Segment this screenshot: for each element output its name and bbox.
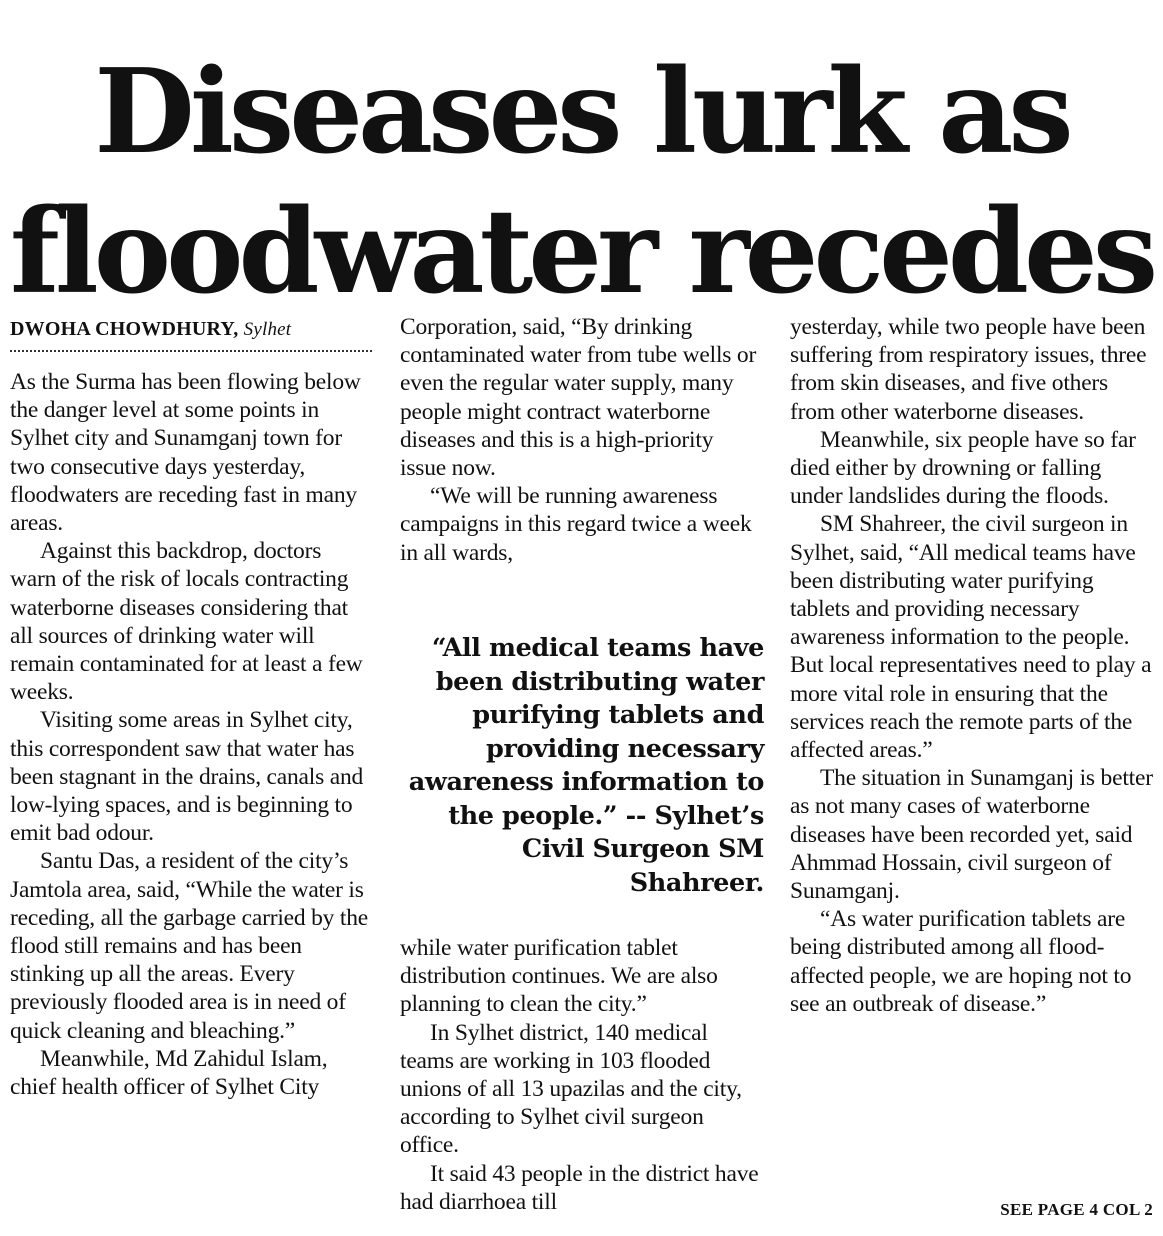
pull-quote: “All medical teams have been distributing water purifying tablets and providing necessary awareness information to the people.” -- Sylhet’s Civil Surgeon SM Shahreer. [408, 633, 764, 898]
headline-line-1: Diseases lurk as [94, 44, 1069, 180]
article-column-1 [10, 368, 372, 1101]
byline-location: Sylhet [243, 319, 292, 340]
paragraph: The situation in Sunamganj is better as not many cases of waterborne diseases have been recorded yet, said Ahmmad Hossain, civil surgeon of Sunamganj. [790, 765, 1153, 905]
paragraph: “As water purification tablets are being distributed among all flood-affected people, we are hoping not to see an outbreak of disease.” [790, 906, 1132, 1017]
article-column-2-bottom [400, 934, 762, 1216]
paragraph: It said 43 people in the district have had diarrhoea till [400, 1160, 759, 1215]
paragraph: As the Surma has been flowing below the danger level at some points in Sylhet city and Sunamganj town for two consecutive days yesterday, floodwaters are receding fast in many areas. [10, 369, 361, 537]
paragraph: Meanwhile, six people have so far died either by drowning or falling under landslides during the floods. [790, 426, 1136, 510]
byline-divider [10, 350, 372, 352]
paragraph: SM Shahreer, the civil surgeon in Sylhet, said, “All medical teams have been distributing water purifying tablets and providing necessary awareness information to the people. But local representatives need to play a more vital role in ensuring that the services reach the remote parts of the affected areas.” [790, 511, 1152, 764]
paragraph: Against this backdrop, doctors warn of the risk of locals contracting waterborne diseases considering that all sources of drinking water will remain contaminated for at least a few weeks. [10, 538, 363, 706]
byline [10, 316, 372, 343]
article-column-3 [790, 313, 1156, 1018]
headline [0, 42, 1163, 322]
paragraph: In Sylhet district, 140 medical teams are working in 103 flooded unions of all 13 upazilas and the city, according to Sylhet civil surgeon office. [400, 1019, 742, 1159]
headline-line-2: floodwater recedes [9, 184, 1154, 320]
paragraph: “We will be running awareness campaigns in this regard twice a week in all wards, [400, 483, 752, 566]
paragraph: yesterday, while two people have been suffering from respiratory issues, three from skin diseases, and five others from other waterborne diseases. [790, 314, 1147, 425]
paragraph: Visiting some areas in Sylhet city, this correspondent saw that water has been stagnant in the drains, canals and low-lying spaces, and is beginning to emit bad odour. [10, 707, 364, 847]
paragraph: Meanwhile, Md Zahidul Islam, chief health officer of Sylhet City [10, 1045, 328, 1101]
paragraph: Corporation, said, “By drinking contaminated water from tube wells or even the regular water supply, many people might contract waterborne diseases and this is a high-priority issue now. [400, 314, 757, 482]
paragraph: Santu Das, a resident of the city’s Jamtola area, said, “While the water is receding, all the garbage carried by the flood still remains and has been stinking up all the areas. Every previously flooded area is in need of quick cleaning and bleaching.” [10, 848, 369, 1044]
article-column-2-top [400, 313, 762, 567]
continuation-jump-line: SEE PAGE 4 COL 2 [1000, 1200, 1153, 1219]
paragraph: while water purification tablet distribution continues. We are also planning to clean the city.” [400, 935, 718, 1018]
byline-author: DWOHA CHOWDHURY, [10, 318, 239, 340]
